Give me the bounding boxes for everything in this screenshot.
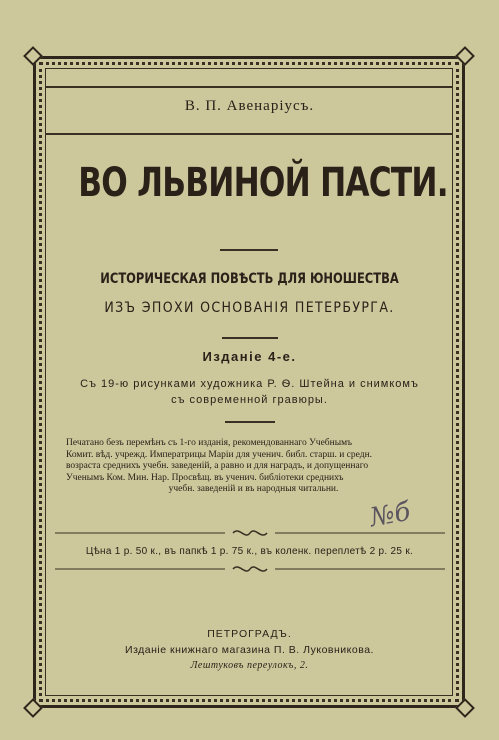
subtitle-line-2: ИЗЪ ЭПОХИ ОСНОВАНІЯ ПЕТЕРБУРГА. — [104, 300, 395, 316]
author-rule — [45, 133, 453, 135]
notice-line: учебн. заведеній и въ народныя читальни. — [168, 484, 339, 494]
price-line: Цѣна 1 р. 50 к., въ папкѣ 1 р. 75 к., въ коленк. переплетѣ 2 р. 25 к. — [85, 546, 414, 557]
author-name: В. П. Авенаріусъ. — [184, 98, 315, 114]
notice-line: Ученымъ Ком. Мин. Нар. Просвѣщ. въ ученич. библіотеки среднихъ — [66, 472, 344, 483]
approval-notice — [66, 438, 441, 496]
short-rule-2 — [222, 337, 278, 339]
ornamental-divider-bottom — [55, 562, 445, 576]
illustrations-line-2: съ современной гравюры. — [171, 394, 328, 406]
book-title: ВО ЛЬВИНОЙ ПАСТИ. — [78, 160, 448, 206]
notice-line: возраста среднихъ учебн. заведеній, а равно и для наградъ, и допущеннаго — [66, 461, 369, 471]
illustrations-line-1: Съ 19-ю рисунками художника Р. Ѳ. Штейна и снимкомъ — [80, 378, 419, 390]
handwritten-note: №б — [367, 496, 413, 534]
notice-line: Комит. вѣд. учрежд. Императрицы Маріи для ученич. библ. старш. и средн. — [66, 449, 373, 460]
top-rule — [45, 86, 453, 88]
edition: Изданіе 4-е. — [202, 349, 297, 364]
short-rule-3 — [225, 421, 275, 423]
address: Лештуковъ переулокъ, 2. — [190, 660, 309, 671]
short-rule-1 — [220, 249, 278, 251]
subtitle-line-1: ИСТОРИЧЕСКАЯ ПОВѢСТЬ ДЛЯ ЮНОШЕСТВА — [100, 271, 399, 287]
city: ПЕТРОГРАДЪ. — [207, 628, 292, 640]
notice-line: Печатано безъ перемѣнъ съ 1-го изданія, рекомендованнаго Учебнымъ — [66, 438, 353, 448]
publisher: Изданіе книжнаго магазина П. В. Луковникова. — [125, 644, 374, 656]
